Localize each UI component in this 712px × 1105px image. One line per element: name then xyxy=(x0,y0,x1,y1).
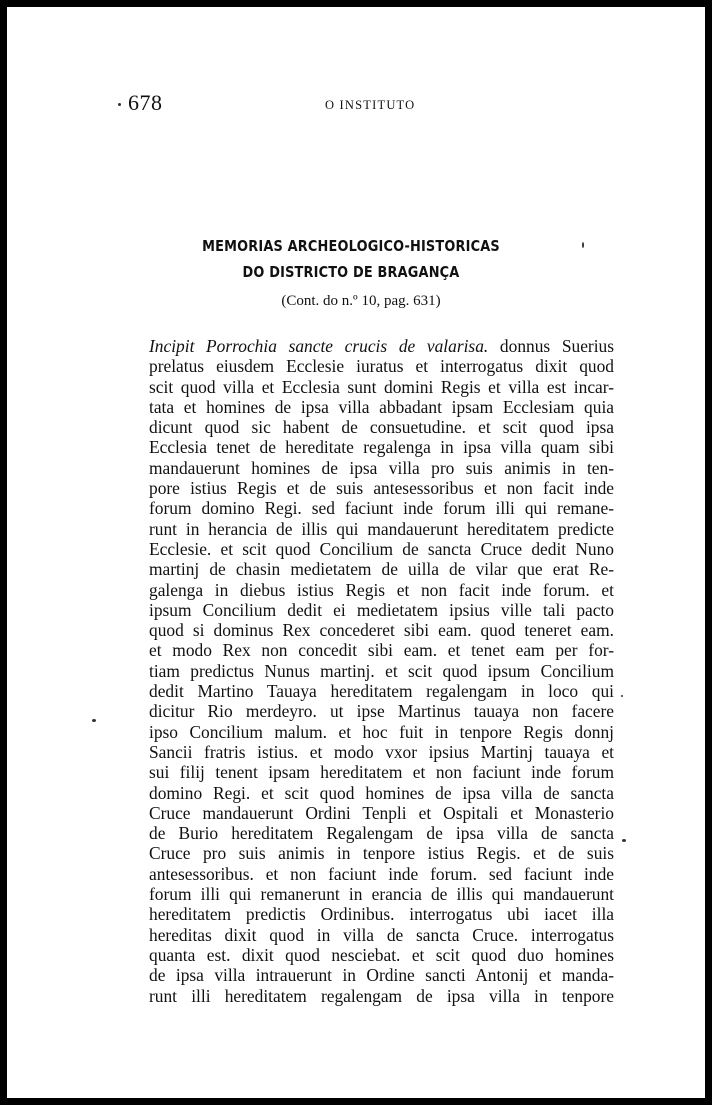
body-line: forum domino Regi. sed faciunt inde forum illi qui remane- xyxy=(149,498,614,519)
continuation-note: (Cont. do n.º 10, pag. 631) xyxy=(281,293,441,309)
body-line: Ecclesia tenet de hereditate regalenga in ipsa villa quam sibi xyxy=(149,437,614,458)
body-line: sui filij tenent ipsam hereditatem et non faciunt inde forum xyxy=(149,762,614,783)
body-line: runt in herancia de illis qui mandauerunt hereditatem predicte xyxy=(149,518,614,539)
body-line: antesessoribus. et non faciunt inde forum. sed faciunt inde xyxy=(149,863,614,884)
title-line-1: MEMORIAS ARCHEOLOGICO-HISTORICAS xyxy=(202,237,500,255)
body-text xyxy=(149,336,614,1006)
body-line: scit quod villa et Ecclesia sunt domini Regis et villa est incar- xyxy=(149,376,614,397)
body-line: Ecclesie. et scit quod Concilium de sancta Cruce dedit Nuno xyxy=(149,538,614,559)
body-line: domino Regi. et scit quod homines de ipsa villa de sancta xyxy=(149,782,614,803)
first-line-rest: donnus Suerius xyxy=(499,336,615,356)
body-line: pore istius Regis et de suis antesessoribus et non facit inde xyxy=(149,478,614,499)
body-line: prelatus eiusdem Ecclesie iuratus et interrogatus dixit quod xyxy=(149,356,614,377)
article-title xyxy=(7,233,705,285)
body-line: tata et homines de ipsa villa abbadant ipsam Ecclesiam quia xyxy=(149,396,614,417)
body-line: et modo Rex non concedit sibi eam. et tenet eam per for- xyxy=(149,640,614,661)
body-line: martinj de chasin medietatem de uilla de vilar que erat Re- xyxy=(149,559,614,580)
body-line: Sancii fratris istius. et modo vxor ipsius Martinj tauaya et xyxy=(149,741,614,762)
body-line: ipso Concilium malum. et hoc fuit in tenpore Regis donnj xyxy=(149,721,614,742)
journal-name: O INSTITUTO xyxy=(325,98,416,112)
body-line: hereditas dixit quod in villa de sancta Cruce. interrogatus xyxy=(149,924,614,945)
incipit: Incipit Porrochia sancte crucis de valarisa. xyxy=(149,336,489,356)
body-line: dicitur Rio merdeyro. ut ipse Martinus tauaya non facere xyxy=(149,701,614,722)
body-line: quanta est. dixit quod nesciebat. et scit quod duo homines xyxy=(149,944,614,965)
body-line: ipsum Concilium dedit ei medietatem ipsius ville tali pacto xyxy=(149,599,614,620)
body-line: hereditatem predictis Ordinibus. interrogatus ubi iacet illa xyxy=(149,904,614,925)
body-line: tiam predictus Nunus martinj. et scit quod ipsum Concilium xyxy=(149,660,614,681)
body-line: de Burio hereditatem Regalengam de ipsa villa de sancta xyxy=(149,823,614,844)
body-line: galenga in diebus istius Regis et non facit inde forum. et xyxy=(149,579,614,600)
body-line: runt illi hereditatem regalengam de ipsa villa in tenpore xyxy=(149,985,614,1006)
body-line: de ipsa villa intrauerunt in Ordine sancti Antonij et manda- xyxy=(149,965,614,986)
title-line-2: DO DISTRICTO DE BRAGANÇA xyxy=(242,263,460,281)
body-lines xyxy=(149,356,614,1006)
body-line: forum illi qui remanerunt in erancia de illis qui mandauerunt xyxy=(149,884,614,905)
body-line: dicunt quod sic habent de consuetudine. et scit quod ipsa xyxy=(149,417,614,438)
scan-speck xyxy=(621,695,623,697)
scan-speck xyxy=(622,839,626,842)
body-line: Cruce pro suis animis in tenpore istius Regis. et de suis xyxy=(149,843,614,864)
body-line-first xyxy=(149,336,614,356)
scan-speck xyxy=(582,242,584,248)
body-line: quod si dominus Rex concederet sibi eam. quod teneret eam. xyxy=(149,620,614,641)
document-page xyxy=(7,7,705,1098)
body-line: mandauerunt homines de ipsa villa pro suis animis in ten- xyxy=(149,457,614,478)
scan-speck xyxy=(118,103,121,106)
scan-speck xyxy=(92,719,96,722)
page-number: 678 xyxy=(128,90,163,115)
body-line: dedit Martino Tauaya hereditatem regalengam in loco qui xyxy=(149,681,614,702)
running-head xyxy=(7,90,705,118)
body-line: Cruce mandauerunt Ordini Tenpli et Ospitali et Monasterio xyxy=(149,802,614,823)
